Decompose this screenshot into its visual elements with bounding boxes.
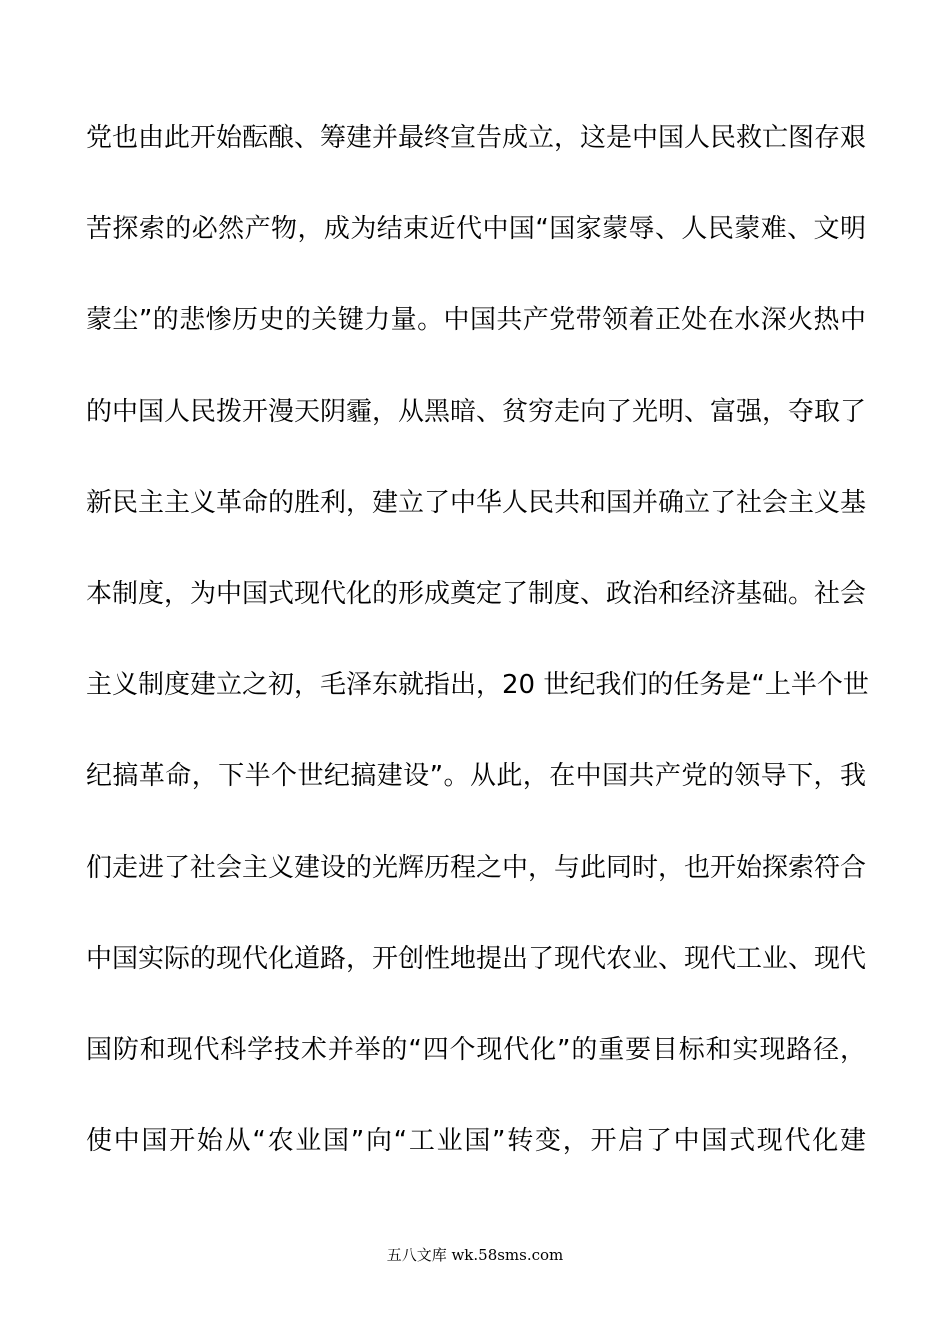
text-line: 主义制度建立之初，毛泽东就指出，20 世纪我们的任务是“上半个世 xyxy=(86,670,869,701)
text-line: 纪搞革命，下半个世纪搞建设”。从此，在中国共产党的领导下，我 xyxy=(86,761,866,792)
text-line: 本制度，为中国式现代化的形成奠定了制度、政治和经济基础。社会 xyxy=(86,578,867,609)
text-line: 苦探索的必然产物，成为结束近代中国“国家蒙辱、人民蒙难、文明 xyxy=(86,214,866,245)
text-line: 中国实际的现代化道路，开创性地提出了现代农业、现代工业、现代 xyxy=(86,943,867,974)
text-line: 们走进了社会主义建设的光辉历程之中，与此同时，也开始探索符合 xyxy=(86,852,867,883)
text-line: 国防和现代科学技术并举的“四个现代化”的重要目标和实现路径， xyxy=(86,1034,866,1065)
page-footer: 五八文库 wk.58sms.com xyxy=(386,1246,564,1264)
text-line: 的中国人民拨开漫天阴霾，从黑暗、贫穷走向了光明、富强，夺取了 xyxy=(86,396,867,427)
text-line: 使中国开始从“农业国”向“工业国”转变，开启了中国式现代化建 xyxy=(86,1126,866,1157)
text-line: 蒙尘”的悲惨历史的关键力量。中国共产党带领着正处在水深火热中 xyxy=(86,305,866,336)
text-line: 党也由此开始酝酿、筹建并最终宣告成立，这是中国人民救亡图存艰 xyxy=(86,123,867,153)
text-line: 新民主主义革命的胜利，建立了中华人民共和国并确立了社会主义基 xyxy=(86,487,867,518)
body-text xyxy=(86,112,869,1206)
